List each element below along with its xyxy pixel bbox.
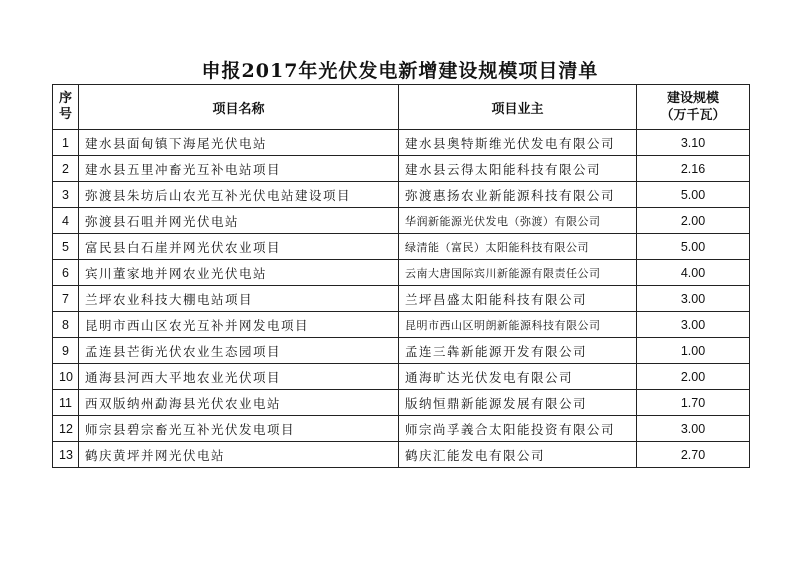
project-owner: 鹤庆汇能发电有限公司 (399, 442, 637, 468)
table-header-row (53, 85, 750, 130)
project-owner: 弥渡惠扬农业新能源科技有限公司 (399, 182, 637, 208)
project-owner: 华润新能源光伏发电（弥渡）有限公司 (399, 208, 637, 234)
project-name: 建水县五里冲畜光互补电站项目 (79, 156, 399, 182)
project-table (52, 84, 750, 468)
row-number: 5 (53, 234, 79, 260)
table-row (53, 260, 750, 286)
project-owner: 兰坪昌盛太阳能科技有限公司 (399, 286, 637, 312)
project-name: 西双版纳州勐海县光伏农业电站 (79, 390, 399, 416)
project-name: 昆明市西山区农光互补并网发电项目 (79, 312, 399, 338)
table-row (53, 156, 750, 182)
project-scale: 3.00 (637, 416, 750, 442)
project-scale: 1.00 (637, 338, 750, 364)
project-name: 通海县河西大平地农业光伏项目 (79, 364, 399, 390)
project-name: 弥渡县朱坊后山农光互补光伏电站建设项目 (79, 182, 399, 208)
project-owner: 孟连三犇新能源开发有限公司 (399, 338, 637, 364)
project-scale: 2.00 (637, 364, 750, 390)
row-number: 10 (53, 364, 79, 390)
row-number: 9 (53, 338, 79, 364)
table-row (53, 234, 750, 260)
table-row (53, 416, 750, 442)
project-owner: 建水县云得太阳能科技有限公司 (399, 156, 637, 182)
project-owner: 云南大唐国际宾川新能源有限责任公司 (399, 260, 637, 286)
row-number: 6 (53, 260, 79, 286)
project-scale: 3.00 (637, 312, 750, 338)
row-number: 3 (53, 182, 79, 208)
header-serial-line2: 号 (58, 107, 72, 122)
table-row (53, 286, 750, 312)
project-scale: 2.16 (637, 156, 750, 182)
table-row (53, 364, 750, 390)
header-serial-line1: 序 (58, 91, 72, 106)
header-construction-scale (637, 85, 750, 130)
header-project-owner: 项目业主 (399, 85, 637, 130)
table-row (53, 130, 750, 156)
project-owner: 版纳恒鼎新能源发展有限公司 (399, 390, 637, 416)
project-owner: 昆明市西山区明朗新能源科技有限公司 (399, 312, 637, 338)
project-name: 兰坪农业科技大棚电站项目 (79, 286, 399, 312)
project-scale: 5.00 (637, 234, 750, 260)
project-owner: 建水县奥特斯维光伏发电有限公司 (399, 130, 637, 156)
project-name: 建水县面甸镇下海尾光伏电站 (79, 130, 399, 156)
project-name: 宾川董家地并网农业光伏电站 (79, 260, 399, 286)
project-scale: 2.70 (637, 442, 750, 468)
project-owner: 师宗尚孚義合太阳能投资有限公司 (399, 416, 637, 442)
row-number: 7 (53, 286, 79, 312)
row-number: 1 (53, 130, 79, 156)
row-number: 2 (53, 156, 79, 182)
project-name: 弥渡县石咀并网光伏电站 (79, 208, 399, 234)
project-owner: 绿清能（富民）太阳能科技有限公司 (399, 234, 637, 260)
table-row (53, 338, 750, 364)
project-scale: 3.00 (637, 286, 750, 312)
table-row (53, 208, 750, 234)
header-scale-line1: 建设规模 (666, 91, 719, 106)
row-number: 12 (53, 416, 79, 442)
table-row (53, 442, 750, 468)
project-name: 鹤庆黄坪并网光伏电站 (79, 442, 399, 468)
project-scale: 4.00 (637, 260, 750, 286)
project-scale: 5.00 (637, 182, 750, 208)
table-row (53, 390, 750, 416)
row-number: 13 (53, 442, 79, 468)
project-scale: 2.00 (637, 208, 750, 234)
row-number: 11 (53, 390, 79, 416)
project-owner: 通海旷达光伏发电有限公司 (399, 364, 637, 390)
header-scale-line2: （万千瓦） (660, 108, 726, 123)
table-row (53, 312, 750, 338)
row-number: 8 (53, 312, 79, 338)
project-scale: 3.10 (637, 130, 750, 156)
row-number: 4 (53, 208, 79, 234)
project-name: 富民县白石崖并网光伏农业项目 (79, 234, 399, 260)
table-row (53, 182, 750, 208)
project-name: 孟连县芒街光伏农业生态园项目 (79, 338, 399, 364)
header-project-name: 项目名称 (79, 85, 399, 130)
project-scale: 1.70 (637, 390, 750, 416)
header-serial-number (53, 85, 79, 130)
project-name: 师宗县碧宗畜光互补光伏发电项目 (79, 416, 399, 442)
document-title: 申报2017年光伏发电新增建设规模项目清单 (201, 60, 599, 82)
